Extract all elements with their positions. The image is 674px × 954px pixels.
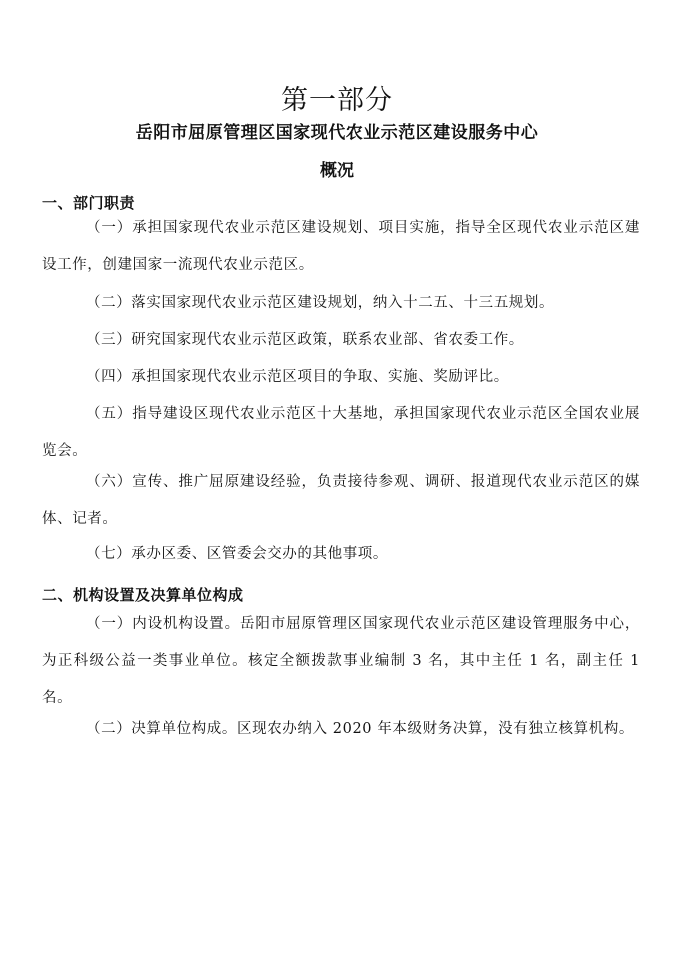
duty-item-2: （二）落实国家现代农业示范区建设规划，纳入十二五、十三五规划。 (86, 295, 555, 311)
duty-item-1: （一）承担国家现代农业示范区建设规划、项目实施，指导全区现代农业示范区建设工作，创建国家一流现代农业示范区。 (42, 220, 640, 273)
structure-item-2: （二）决算单位构成。区现农办纳入 2020 年本级财务决算，没有独立核算机构。 (86, 721, 635, 737)
duty-item-7: （七）承办区委、区管委会交办的其他事项。 (86, 546, 388, 562)
section-heading-duties: 一、部门职责 (42, 194, 136, 212)
organization-title: 岳阳市屈原管理区国家现代农业示范区建设服务中心 (135, 123, 539, 143)
duty-item-6: （六）宣传、推广屈原建设经验，负责接待参观、调研、报道现代农业示范区的媒体、记者。 (42, 474, 640, 527)
structure-item-1: （一）内设机构设置。岳阳市屈原管理区国家现代农业示范区建设管理服务中心，为正科级公益一类事业单位。核定全额拨款事业编制 3 名，其中主任 1 名，副主任 1 名。 (42, 616, 640, 706)
duty-item-3: （三）研究国家现代农业示范区政策，联系农业部、省农委工作。 (86, 332, 524, 348)
overview-title: 概况 (320, 161, 354, 181)
part-title: 第一部分 (281, 85, 393, 116)
section-heading-structure: 二、机构设置及决算单位构成 (42, 586, 244, 604)
duty-item-4: （四）承担国家现代农业示范区项目的争取、实施、奖励评比。 (86, 369, 509, 385)
duty-item-5: （五）指导建设区现代农业示范区十大基地，承担国家现代农业示范区全国农业展览会。 (42, 406, 640, 459)
